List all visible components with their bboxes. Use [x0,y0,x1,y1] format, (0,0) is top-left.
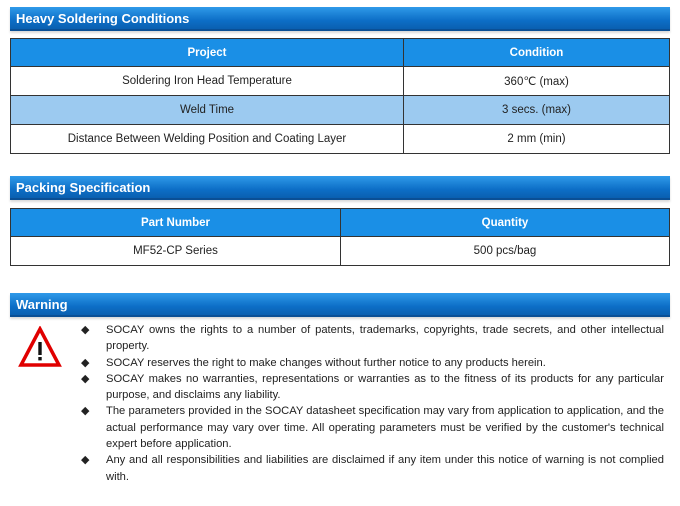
warning-item: ◆ SOCAY reserves the right to make changes without further notice to any products herein. [80,355,664,371]
table-row [11,237,670,266]
table-cell: MF52-CP Series [11,237,341,266]
table-cell: Distance Between Welding Position and Coating Layer [11,125,404,154]
column-header-condition: Condition [404,39,670,67]
column-header-part-number: Part Number [11,209,341,237]
packing-section-header [10,176,670,200]
table-cell: 500 pcs/bag [341,237,670,266]
diamond-bullet-icon: ◆ [81,324,90,336]
soldering-section-title: Heavy Soldering Conditions [16,11,190,26]
column-header-quantity: Quantity [341,209,670,237]
table-cell: 2 mm (min) [404,125,670,154]
table-header-row [11,39,670,67]
packing-specification-table [10,208,670,266]
warning-triangle-icon [18,326,62,368]
table-cell: Soldering Iron Head Temperature [11,67,404,96]
warning-item: ◆ The parameters provided in the SOCAY datasheet specification may vary from application to application, and the actual performance may vary over time. All operating parameters must be verified by the customer's technical expert before application. [80,403,664,452]
soldering-conditions-table [10,38,670,154]
table-row [11,125,670,154]
warning-item: ◆ Any and all responsibilities and liabilities are disclaimed if any item under this notice of warning is not complied with. [80,452,664,485]
warning-list [80,322,664,485]
table-row [11,67,670,96]
diamond-bullet-icon: ◆ [81,356,90,369]
column-header-project: Project [11,39,404,67]
table-row [11,96,670,125]
diamond-bullet-icon: ◆ [81,372,90,385]
packing-section-title: Packing Specification [16,180,151,195]
table-cell: 360℃ (max) [404,67,670,96]
warning-item: ◆ SOCAY owns the rights to a number of patents, trademarks, copyrights, trade secrets, and other intellectual property. [80,322,664,355]
table-cell: 3 secs. (max) [404,96,670,125]
table-header-row [11,209,670,237]
diamond-bullet-icon: ◆ [81,454,90,467]
soldering-section-header [10,7,670,31]
table-cell: Weld Time [11,96,404,125]
warning-section-title: Warning [16,297,68,312]
warning-section-header [10,293,670,317]
warning-item: ◆ SOCAY makes no warranties, representations or warranties as to the fitness of its products for any particular purpose, and disclaims any liability. [80,371,664,404]
diamond-bullet-icon: ◆ [81,405,90,418]
